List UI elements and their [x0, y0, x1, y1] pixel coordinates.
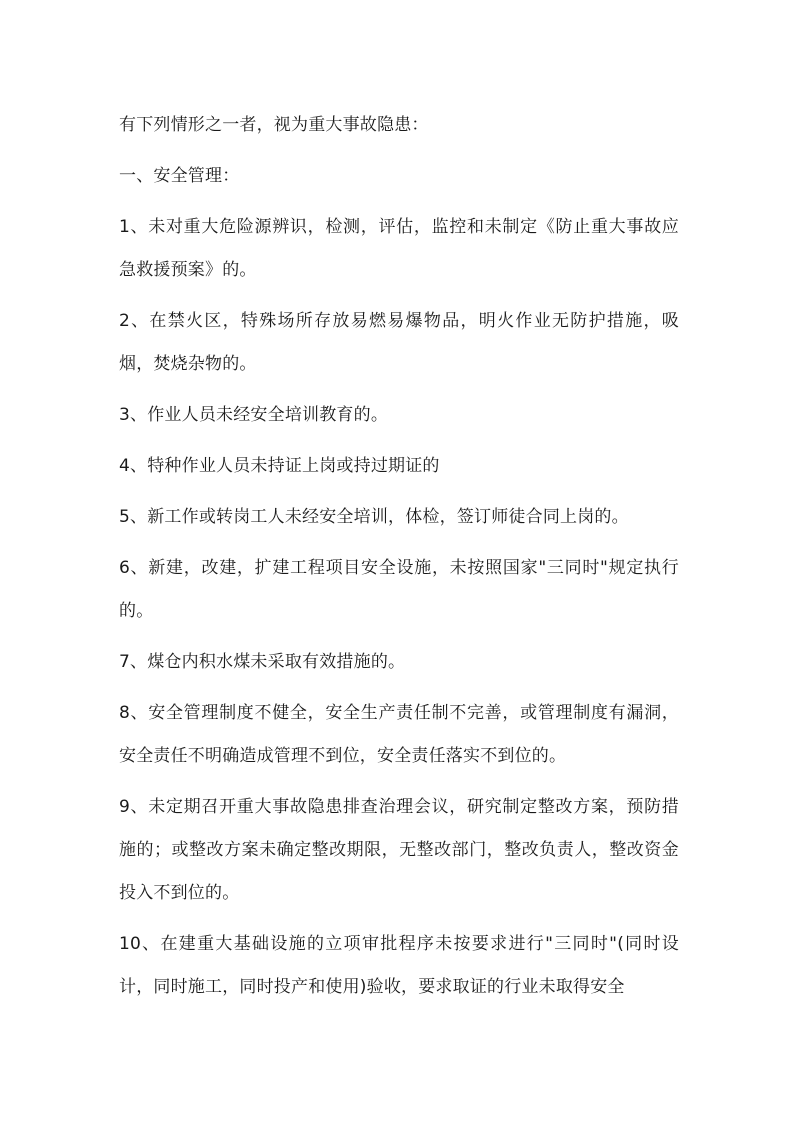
intro-paragraph: 有下列情形之一者，视为重大事故隐患：: [119, 115, 429, 135]
list-item: 1、未对重大危险源辨识，检测，评估，监控和未制定《防止重大事故应急救援预案》的。: [119, 217, 679, 280]
list-item: 5、新工作或转岗工人未经安全培训，体检，签订师徒合同上岗的。: [119, 507, 629, 527]
list-item: 3、作业人员未经安全培训教育的。: [119, 405, 389, 425]
list-item: 10、在建重大基础设施的立项审批程序未按要求进行"三同时"(同时设计，同时施工，同时投产和使用)验收，要求取证的行业未取得安全: [119, 934, 679, 997]
list-item: 9、未定期召开重大事故隐患排查治理会议，研究制定整改方案，预防措施的；或整改方案未确定整改期限，无整改部门，整改负责人，整改资金投入不到位的。: [119, 797, 679, 903]
list-item: 6、新建，改建，扩建工程项目安全设施，未按照国家"三同时"规定执行的。: [119, 558, 679, 621]
list-item: 4、特种作业人员未持证上岗或持过期证的: [119, 456, 440, 476]
list-item: 8、安全管理制度不健全，安全生产责任制不完善，或管理制度有漏洞，安全责任不明确造成管理不到位，安全责任落实不到位的。: [119, 703, 679, 766]
section-heading: 一、安全管理：: [119, 166, 240, 186]
list-item: 2、在禁火区，特殊场所存放易燃易爆物品，明火作业无防护措施，吸烟，焚烧杂物的。: [119, 311, 679, 374]
list-item: 7、煤仓内积水煤未采取有效措施的。: [119, 652, 406, 672]
document-page: [119, 104, 679, 1017]
